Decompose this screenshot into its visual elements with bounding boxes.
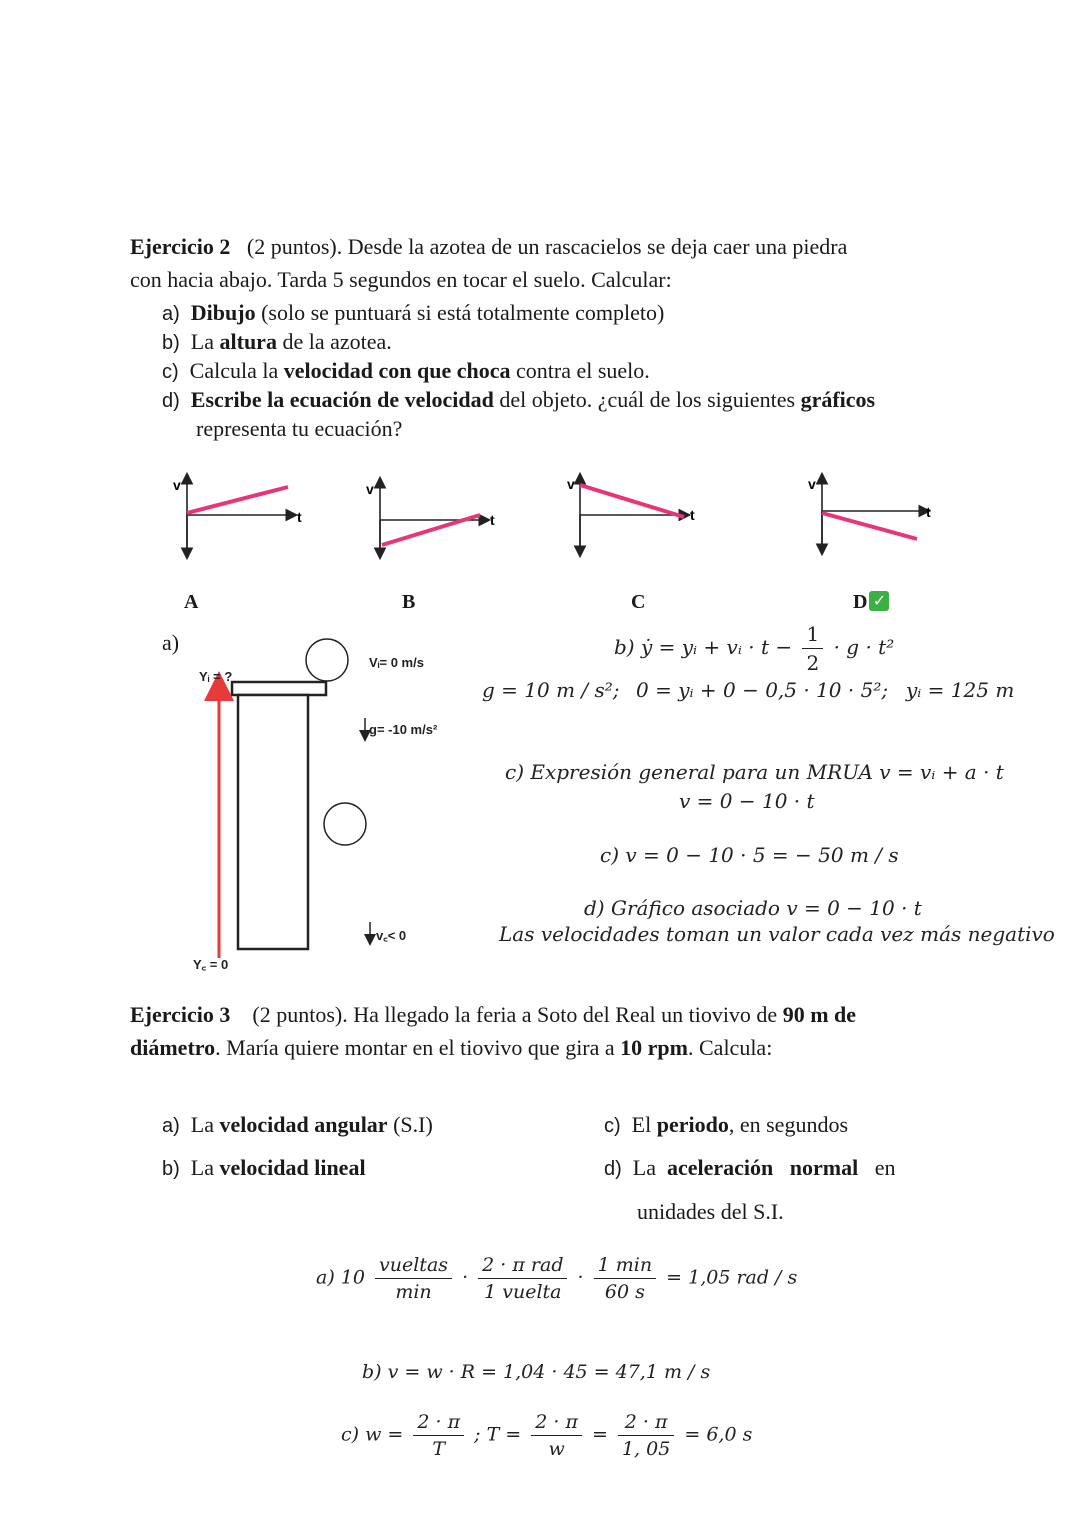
vf-label: v꜀< 0 xyxy=(376,928,407,943)
g-label: g= -10 m/s² xyxy=(369,722,438,737)
exercise-3-item-a: a) La velocidad angular (S.I) xyxy=(162,1112,433,1137)
solution-b-result: yᵢ = 125 m xyxy=(906,678,1015,702)
exercise-3-item-b: b) La velocidad lineal xyxy=(162,1155,366,1180)
exercise-3-text2: diámetro. María quiere montar en el tiovivo que gira a 10 rpm. Calcula: xyxy=(130,1035,773,1060)
exercise-3-item-c: c) El periodo, en segundos xyxy=(604,1112,849,1137)
exercise-2-item-d: d) Escribe la ecuación de velocidad del objeto. ¿cuál de los siguientes gráficos xyxy=(162,387,876,412)
graph-b xyxy=(366,479,495,557)
graph-b-t-label: t xyxy=(490,512,495,528)
ex3-solution-c: c) w = $\frac{2 \cdot \pi}{T}$ ; T = $\frac{2 \cdot \pi}{w}$ = $\frac{2 \cdot \pi}{1, 05}$ = 6,0 s xyxy=(341,1411,753,1460)
graph-c-line xyxy=(580,485,684,517)
exercise-2-item-a: a) Dibujo (solo se puntuará si está totalmente completo) xyxy=(162,300,665,325)
graph-c-caption: C xyxy=(631,591,646,613)
exercise-3-header: Ejercicio 3 (2 puntos). Ha llegado la feria a Soto del Real un tiovivo de 90 m de xyxy=(130,1002,857,1027)
exercise-2-points: (2 puntos). xyxy=(246,234,343,259)
exercise-2-item-d-cont: representa tu ecuación? xyxy=(196,416,403,441)
ex3-sol-a-frac1: $\frac{\text{vueltas}}{\min}$ xyxy=(375,1254,452,1303)
exercise-2-text2: con hacia abajo. Tarda 5 segundos en tocar el suelo. Calcular: xyxy=(130,267,672,292)
graph-a-line xyxy=(187,487,288,513)
exercise-2-item-c: c) Calcula la velocidad con que choca contra el suelo. xyxy=(162,358,650,383)
velocity-graphs xyxy=(160,465,960,565)
solution-b-g: g = 10 m / s²; xyxy=(482,678,620,702)
exercise-2-header xyxy=(130,230,847,263)
ex3-sol-c-frac1: $\frac{2 \cdot \pi}{T}$ xyxy=(413,1411,464,1460)
solution-d-line2: Las velocidades toman un valor cada vez más negativo xyxy=(499,922,1055,946)
yi-label: Yᵢ = ? xyxy=(199,669,233,684)
graph-c xyxy=(567,475,695,555)
graph-d-t-label: t xyxy=(926,504,931,520)
ex3-sol-a-frac2: $\frac{\text{2 · π rad}}{\text{1 vuelta}}$ xyxy=(478,1254,567,1303)
graph-b-v-label: v xyxy=(366,481,374,497)
graph-d-line xyxy=(822,513,917,539)
solution-b-eq: 0 = yᵢ + 0 − 0,5 · 10 · 5²; xyxy=(636,678,889,702)
stone-middle xyxy=(324,803,366,845)
graph-b-caption: B xyxy=(402,591,416,613)
half-fraction: $\frac{1}{2}$ xyxy=(802,622,823,675)
graph-d-caption: D ✓ xyxy=(853,591,889,614)
exercise-2-item-b: b) La altura de la azotea. xyxy=(162,329,392,354)
check-icon: ✓ xyxy=(869,591,889,611)
rooftop xyxy=(232,682,326,695)
graph-c-t-label: t xyxy=(690,507,695,523)
ex3-sol-c-frac2: $\frac{2 \cdot \pi}{w}$ xyxy=(531,1411,582,1460)
graph-a-t-label: t xyxy=(297,509,302,525)
ex3-solution-b: b) v = w · R = 1,04 · 45 = 47,1 m / s xyxy=(362,1361,711,1383)
graph-c-v-label: v xyxy=(567,476,575,492)
ex3-sol-a-frac3: $\frac{1 \min}{60 s}$ xyxy=(594,1254,656,1303)
solution-c-calc: c) v = 0 − 10 · 5 = − 50 m / s xyxy=(600,843,899,867)
solution-d-line1: d) Gráfico asociado v = 0 − 10 · t xyxy=(584,896,922,920)
building xyxy=(238,695,308,949)
graph-a-caption: A xyxy=(184,591,199,613)
solution-b-line1: b) ẏ = yᵢ + vᵢ · t − $\frac{1}{2}$ · g · t² xyxy=(614,622,895,675)
solution-c-general: c) Expresión general para un MRUA v = vᵢ + a · t xyxy=(505,760,1004,784)
stone-top xyxy=(306,639,348,681)
graph-a-v-label: v xyxy=(173,477,181,493)
graph-a xyxy=(173,475,302,557)
ex3-solution-a: a) 10 $\frac{\text{vueltas}}{\min}$ · $\frac{\text{2 · π rad}}{\text{1 vuelta}}$ · $\frac{1 \min}{60 s}$ = 1,05 rad / s xyxy=(316,1254,798,1303)
exercise-2-text1: Desde la azotea de un rascacielos se deja caer una piedra xyxy=(347,234,848,259)
solution-c-specific: v = 0 − 10 · t xyxy=(679,789,815,813)
graph-d xyxy=(808,475,931,553)
answer-a-mark: a) xyxy=(162,630,180,655)
exercise-3-item-d: d) La aceleración normal en xyxy=(604,1155,896,1180)
ex3-sol-c-frac3: $\frac{2 \cdot \pi}{1, 05}$ xyxy=(618,1411,674,1460)
exercise-2-title: Ejercicio 2 xyxy=(130,234,231,259)
yf-label: Y꜀ = 0 xyxy=(193,957,229,972)
graph-d-v-label: v xyxy=(808,476,816,492)
exercise-3-title: Ejercicio 3 xyxy=(130,1002,231,1027)
vi-label: Vᵢ= 0 m/s xyxy=(369,655,424,670)
exercise-3-item-d-cont: unidades del S.I. xyxy=(637,1199,784,1224)
